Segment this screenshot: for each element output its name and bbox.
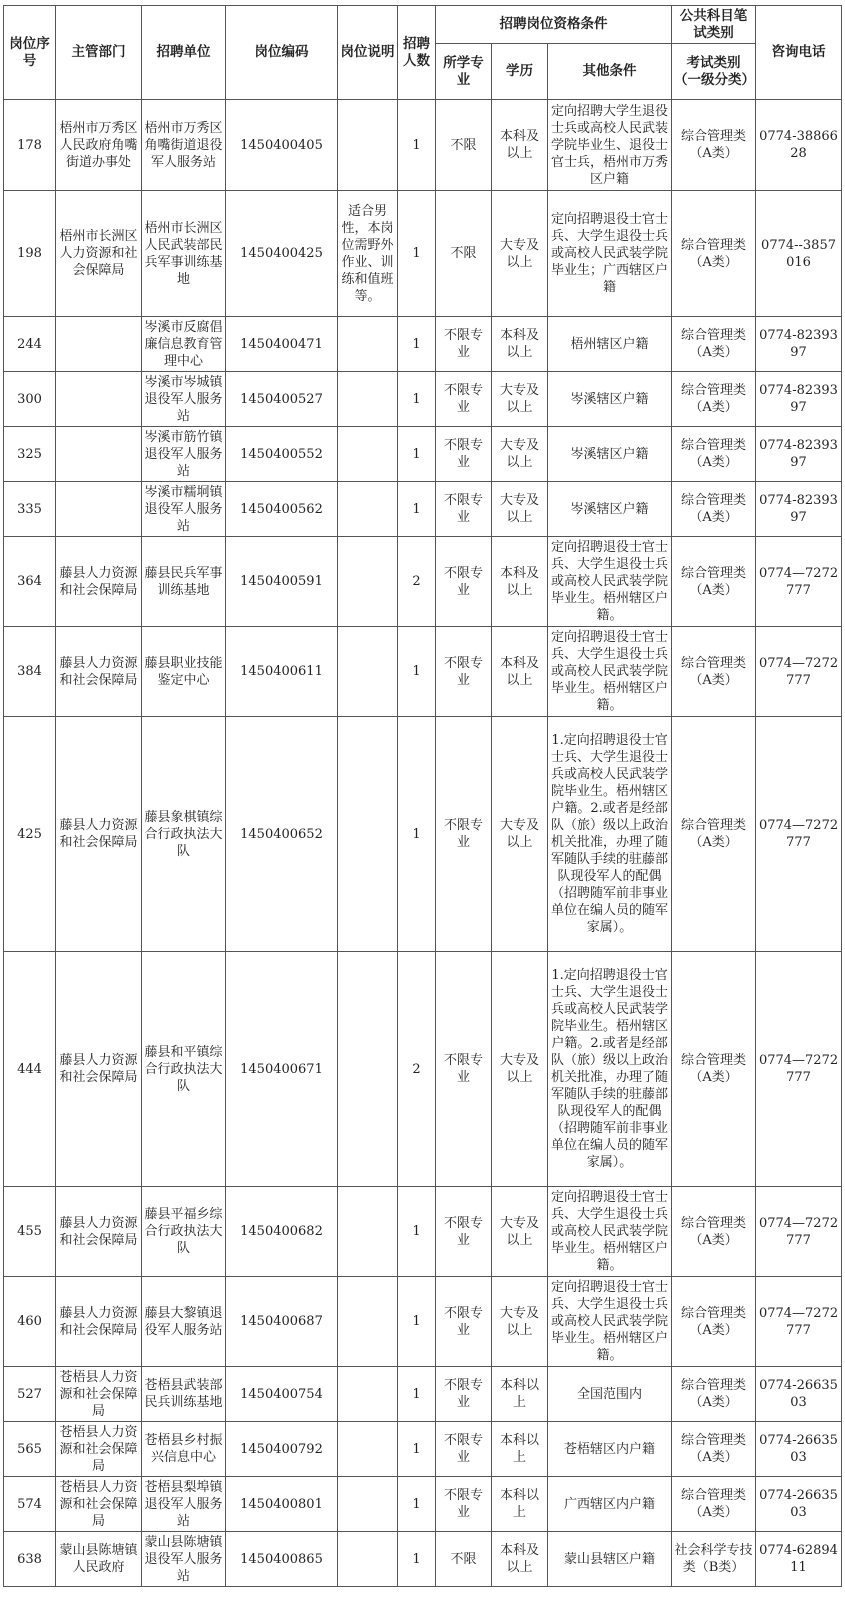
cell-code: 1450400552 [226, 427, 338, 482]
cell-unit: 岑溪市反腐倡廉信息教育管理中心 [142, 317, 226, 372]
cell-other: 苍梧辖区内户籍 [548, 1422, 672, 1477]
cell-code: 1450400801 [226, 1477, 338, 1532]
cell-count: 1 [398, 317, 436, 372]
cell-other: 定向招聘退役士官士兵、大学生退役士兵或高校人民武装学院毕业生；广西辖区户籍 [548, 191, 672, 317]
cell-exam: 综合管理类（A类） [672, 317, 756, 372]
header-count: 招聘人数 [398, 6, 436, 100]
cell-unit: 蒙山县陈塘镇退役军人服务站 [142, 1532, 226, 1587]
cell-exam: 综合管理类（A类） [672, 1477, 756, 1532]
cell-code: 1450400405 [226, 100, 338, 191]
cell-dept: 藤县人力资源和社会保障局 [56, 537, 142, 627]
cell-count: 1 [398, 1532, 436, 1587]
header-conditions: 招聘岗位资格条件 [436, 6, 672, 44]
table-row [4, 427, 842, 482]
cell-desc [338, 482, 398, 537]
cell-desc [338, 372, 398, 427]
cell-dept: 梧州市长洲区人力资源和社会保障局 [56, 191, 142, 317]
cell-seq: 460 [4, 1277, 56, 1367]
cell-dept: 苍梧县人力资源和社会保障局 [56, 1367, 142, 1422]
header-seq: 岗位序号 [4, 6, 56, 100]
cell-seq: 425 [4, 717, 56, 952]
cell-edu: 大专及以上 [492, 1277, 548, 1367]
cell-unit: 苍梧县乡村振兴信息中心 [142, 1422, 226, 1477]
cell-code: 1450400865 [226, 1532, 338, 1587]
cell-other: 蒙山县辖区户籍 [548, 1532, 672, 1587]
cell-code: 1450400562 [226, 482, 338, 537]
cell-seq: 325 [4, 427, 56, 482]
table-row [4, 717, 842, 952]
header-unit: 招聘单位 [142, 6, 226, 100]
cell-dept [56, 317, 142, 372]
table-row [4, 1277, 842, 1367]
cell-phone: 0774—7272777 [756, 1187, 842, 1277]
header-edu: 学历 [492, 44, 548, 100]
cell-seq: 455 [4, 1187, 56, 1277]
cell-desc [338, 1532, 398, 1587]
cell-desc [338, 952, 398, 1187]
cell-count: 1 [398, 482, 436, 537]
cell-edu: 本科及以上 [492, 627, 548, 717]
header-phone: 咨询电话 [756, 6, 842, 100]
cell-unit: 岑溪市筋竹镇退役军人服务站 [142, 427, 226, 482]
cell-count: 2 [398, 537, 436, 627]
cell-edu: 大专及以上 [492, 1187, 548, 1277]
cell-dept: 梧州市万秀区人民政府角嘴街道办事处 [56, 100, 142, 191]
cell-exam: 综合管理类（A类） [672, 482, 756, 537]
cell-phone: 0774-3886628 [756, 100, 842, 191]
header-exam-top: 公共科目笔试类别 [672, 6, 756, 44]
cell-count: 1 [398, 1187, 436, 1277]
cell-other: 广西辖区内户籍 [548, 1477, 672, 1532]
cell-count: 1 [398, 1477, 436, 1532]
cell-code: 1450400792 [226, 1422, 338, 1477]
cell-code: 1450400754 [226, 1367, 338, 1422]
cell-unit: 梧州市万秀区角嘴街道退役军人服务站 [142, 100, 226, 191]
cell-code: 1450400671 [226, 952, 338, 1187]
cell-unit: 藤县象棋镇综合行政执法大队 [142, 717, 226, 952]
cell-exam: 综合管理类（A类） [672, 627, 756, 717]
cell-seq: 178 [4, 100, 56, 191]
cell-other: 定向招聘退役士官士兵、大学生退役士兵或高校人民武装学院毕业生。梧州辖区户籍。 [548, 537, 672, 627]
cell-phone: 0774-2663503 [756, 1477, 842, 1532]
cell-dept [56, 427, 142, 482]
table-row [4, 191, 842, 317]
cell-unit: 藤县和平镇综合行政执法大队 [142, 952, 226, 1187]
cell-phone: 0774—7272777 [756, 627, 842, 717]
cell-edu: 本科以上 [492, 1422, 548, 1477]
cell-unit: 苍梧县梨埠镇退役军人服务站 [142, 1477, 226, 1532]
cell-other: 定向招聘退役士官士兵、大学生退役士兵或高校人民武装学院毕业生。梧州辖区户籍。 [548, 1187, 672, 1277]
cell-seq: 565 [4, 1422, 56, 1477]
header-code: 岗位编码 [226, 6, 338, 100]
cell-seq: 638 [4, 1532, 56, 1587]
cell-major: 不限专业 [436, 1187, 492, 1277]
cell-exam: 综合管理类（A类） [672, 100, 756, 191]
cell-phone: 0774—7272777 [756, 537, 842, 627]
table-row [4, 317, 842, 372]
cell-major: 不限专业 [436, 717, 492, 952]
cell-dept: 藤县人力资源和社会保障局 [56, 1187, 142, 1277]
header-exam: 考试类别（一级分类） [672, 44, 756, 100]
cell-exam: 社会科学专技类（B类） [672, 1532, 756, 1587]
cell-desc [338, 1367, 398, 1422]
cell-edu: 本科及以上 [492, 1532, 548, 1587]
cell-exam: 综合管理类（A类） [672, 952, 756, 1187]
cell-dept: 藤县人力资源和社会保障局 [56, 1277, 142, 1367]
cell-major: 不限专业 [436, 427, 492, 482]
cell-edu: 本科及以上 [492, 317, 548, 372]
cell-phone: 0774-8239397 [756, 482, 842, 537]
header-dept: 主管部门 [56, 6, 142, 100]
cell-dept [56, 372, 142, 427]
cell-desc [338, 1277, 398, 1367]
cell-other: 岑溪辖区户籍 [548, 427, 672, 482]
cell-exam: 综合管理类（A类） [672, 1277, 756, 1367]
cell-dept [56, 482, 142, 537]
cell-count: 1 [398, 717, 436, 952]
cell-dept: 藤县人力资源和社会保障局 [56, 952, 142, 1187]
cell-unit: 藤县民兵军事训练基地 [142, 537, 226, 627]
cell-major: 不限 [436, 1532, 492, 1587]
cell-seq: 527 [4, 1367, 56, 1422]
table-row [4, 1367, 842, 1422]
recruitment-table [3, 5, 842, 1587]
cell-desc [338, 427, 398, 482]
cell-count: 2 [398, 952, 436, 1187]
cell-phone: 0774—7272777 [756, 952, 842, 1187]
table-row [4, 627, 842, 717]
cell-edu: 大专及以上 [492, 952, 548, 1187]
cell-edu: 本科及以上 [492, 537, 548, 627]
cell-exam: 综合管理类（A类） [672, 537, 756, 627]
cell-code: 1450400527 [226, 372, 338, 427]
cell-major: 不限专业 [436, 1422, 492, 1477]
table-row [4, 1422, 842, 1477]
cell-count: 1 [398, 1422, 436, 1477]
cell-phone: 0774--3857016 [756, 191, 842, 317]
cell-major: 不限专业 [436, 627, 492, 717]
cell-dept: 蒙山县陈塘镇人民政府 [56, 1532, 142, 1587]
cell-major: 不限专业 [436, 317, 492, 372]
cell-dept: 苍梧县人力资源和社会保障局 [56, 1422, 142, 1477]
cell-count: 1 [398, 1277, 436, 1367]
cell-unit: 藤县大黎镇退役军人服务站 [142, 1277, 226, 1367]
cell-count: 1 [398, 100, 436, 191]
cell-seq: 364 [4, 537, 56, 627]
cell-major: 不限 [436, 100, 492, 191]
cell-seq: 444 [4, 952, 56, 1187]
cell-count: 1 [398, 1367, 436, 1422]
cell-unit: 梧州市长洲区人民武装部民兵军事训练基地 [142, 191, 226, 317]
cell-unit: 藤县平福乡综合行政执法大队 [142, 1187, 226, 1277]
cell-exam: 综合管理类（A类） [672, 427, 756, 482]
cell-unit: 苍梧县武装部民兵训练基地 [142, 1367, 226, 1422]
table-row [4, 537, 842, 627]
cell-edu: 大专及以上 [492, 191, 548, 317]
cell-exam: 综合管理类（A类） [672, 1367, 756, 1422]
cell-edu: 大专及以上 [492, 372, 548, 427]
cell-edu: 本科以上 [492, 1367, 548, 1422]
cell-desc [338, 717, 398, 952]
cell-other: 定向招聘退役士官士兵、大学生退役士兵或高校人民武装学院毕业生。梧州辖区户籍。 [548, 627, 672, 717]
cell-unit: 岑溪市岑城镇退役军人服务站 [142, 372, 226, 427]
cell-edu: 本科及以上 [492, 100, 548, 191]
cell-count: 1 [398, 627, 436, 717]
cell-major: 不限 [436, 191, 492, 317]
cell-code: 1450400425 [226, 191, 338, 317]
cell-desc: 适合男性，本岗位需野外作业、训练和值班等。 [338, 191, 398, 317]
cell-seq: 574 [4, 1477, 56, 1532]
cell-phone: 0774—7272777 [756, 717, 842, 952]
cell-phone: 0774-8239397 [756, 427, 842, 482]
cell-other: 岑溪辖区户籍 [548, 482, 672, 537]
cell-count: 1 [398, 191, 436, 317]
cell-code: 1450400652 [226, 717, 338, 952]
cell-other: 1.定向招聘退役士官士兵、大学生退役士兵或高校人民武装学院毕业生。梧州辖区户籍。2.或者是经部队（旅）级以上政治机关批准，办理了随军随队手续的驻藤部队现役军人的配偶（招聘随军前非事业单位在编人员的随军家属）。 [548, 717, 672, 952]
cell-code: 1450400591 [226, 537, 338, 627]
cell-exam: 综合管理类（A类） [672, 717, 756, 952]
cell-seq: 335 [4, 482, 56, 537]
cell-desc [338, 1422, 398, 1477]
cell-desc [338, 1187, 398, 1277]
cell-edu: 大专及以上 [492, 482, 548, 537]
table-row [4, 482, 842, 537]
cell-phone: 0774-8239397 [756, 372, 842, 427]
cell-exam: 综合管理类（A类） [672, 1187, 756, 1277]
cell-major: 不限专业 [436, 537, 492, 627]
cell-other: 全国范围内 [548, 1367, 672, 1422]
cell-seq: 244 [4, 317, 56, 372]
cell-unit: 藤县职业技能鉴定中心 [142, 627, 226, 717]
header-desc: 岗位说明 [338, 6, 398, 100]
cell-edu: 大专及以上 [492, 717, 548, 952]
cell-other: 岑溪辖区户籍 [548, 372, 672, 427]
cell-exam: 综合管理类（A类） [672, 191, 756, 317]
cell-dept: 藤县人力资源和社会保障局 [56, 627, 142, 717]
cell-desc [338, 100, 398, 191]
cell-unit: 岑溪市糯垌镇退役军人服务站 [142, 482, 226, 537]
table-row [4, 372, 842, 427]
cell-desc [338, 1477, 398, 1532]
cell-other: 1.定向招聘退役士官士兵、大学生退役士兵或高校人民武装学院毕业生。梧州辖区户籍。2.或者是经部队（旅）级以上政治机关批准，办理了随军随队手续的驻藤部队现役军人的配偶（招聘随军前非事业单位在编人员的随军家属）。 [548, 952, 672, 1187]
cell-edu: 大专及以上 [492, 427, 548, 482]
cell-count: 1 [398, 372, 436, 427]
table-row [4, 952, 842, 1187]
cell-seq: 300 [4, 372, 56, 427]
cell-other: 定向招聘退役士官士兵、大学生退役士兵或高校人民武装学院毕业生。梧州辖区户籍。 [548, 1277, 672, 1367]
cell-phone: 0774—7272777 [756, 1277, 842, 1367]
cell-major: 不限专业 [436, 482, 492, 537]
cell-phone: 0774-2663503 [756, 1422, 842, 1477]
cell-dept: 藤县人力资源和社会保障局 [56, 717, 142, 952]
cell-exam: 综合管理类（A类） [672, 1422, 756, 1477]
cell-major: 不限专业 [436, 1477, 492, 1532]
cell-code: 1450400611 [226, 627, 338, 717]
cell-edu: 本科以上 [492, 1477, 548, 1532]
cell-code: 1450400682 [226, 1187, 338, 1277]
table-row [4, 1477, 842, 1532]
header-other: 其他条件 [548, 44, 672, 100]
table-row [4, 1532, 842, 1587]
cell-count: 1 [398, 427, 436, 482]
cell-desc [338, 627, 398, 717]
cell-phone: 0774-2663503 [756, 1367, 842, 1422]
cell-desc [338, 537, 398, 627]
cell-desc [338, 317, 398, 372]
cell-major: 不限专业 [436, 952, 492, 1187]
cell-other: 梧州辖区户籍 [548, 317, 672, 372]
cell-major: 不限专业 [436, 1367, 492, 1422]
cell-other: 定向招聘大学生退役士兵或高校人民武装学院毕业生、退役士官士兵，梧州市万秀区户籍 [548, 100, 672, 191]
cell-major: 不限专业 [436, 1277, 492, 1367]
cell-major: 不限专业 [436, 372, 492, 427]
table-row [4, 100, 842, 191]
cell-code: 1450400471 [226, 317, 338, 372]
cell-seq: 384 [4, 627, 56, 717]
table-row [4, 1187, 842, 1277]
cell-phone: 0774-8239397 [756, 317, 842, 372]
cell-code: 1450400687 [226, 1277, 338, 1367]
header-major: 所学专业 [436, 44, 492, 100]
cell-phone: 0774-6289411 [756, 1532, 842, 1587]
cell-seq: 198 [4, 191, 56, 317]
cell-dept: 苍梧县人力资源和社会保障局 [56, 1477, 142, 1532]
cell-exam: 综合管理类（A类） [672, 372, 756, 427]
